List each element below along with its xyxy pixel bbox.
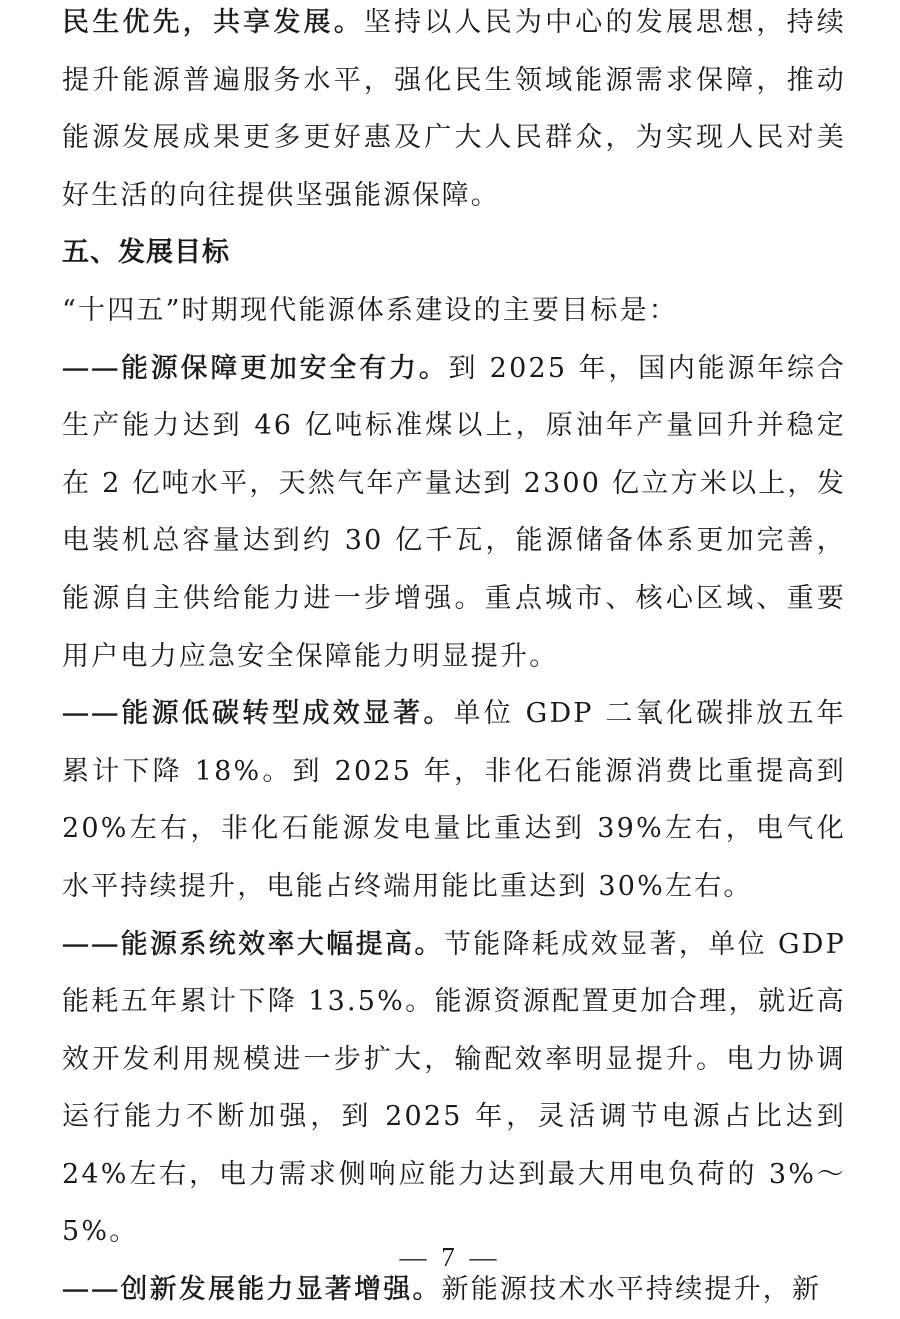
goal-efficiency [62,916,846,1262]
paragraph-body: 坚持以人民为中心的发展思想，持续提升能源普遍服务水平，强化民生领域能源需求保障，推动能源发展成果更多更好惠及广大人民群众，为实现人民对美好生活的向往提供坚强能源保障。 [62,7,846,211]
goal-body: 新能源技术水平持续提升，新 [441,1274,822,1306]
goal-body: 到 2025 年，国内能源年综合生产能力达到 46 亿吨标准煤以上，原油年产量回升并稳定在 2 亿吨水平，天然气年产量达到 2300 亿立方米以上，发电装机总容量达到约 30 亿千瓦，能源储备体系更加完善，能源自主供给能力进一步增强。重点城市、核心区域、重要用户电力应急安全保障能力明显提升。 [62,352,846,672]
section-heading: 五、发展目标 [62,237,230,269]
goal-body: 节能降耗成效显著，单位 GDP 能耗五年累计下降 13.5%。能源资源配置更加合理，就近高效开发利用规模进一步扩大，输配效率明显提升。电力协调运行能力不断加强，到 2025 年，灵活调节电源占比达到 24%左右，电力需求侧响应能力达到最大用电负荷的 3%～5%。 [62,928,846,1248]
goal-body: 单位 GDP 二氧化碳排放五年累计下降 18%。到 2025 年，非化石能源消费比重提高到 20%左右，非化石能源发电量比重达到 39%左右，电气化水平持续提升，电能占终端用能比重达到 30%左右。 [62,698,846,902]
goal-lead: ——能源低碳转型成效显著。 [62,698,454,730]
goal-energy-security [62,340,846,686]
goal-lead: ——能源系统效率大幅提高。 [62,928,444,960]
paragraph-people-first [62,0,846,224]
page-number: — 7 — [399,1242,501,1272]
goal-lead: ——创新发展能力显著增强。 [62,1274,442,1306]
goal-low-carbon [62,685,846,915]
section-intro: “十四五”时期现代能源体系建设的主要目标是： [62,294,679,326]
paragraph-lead: 民生优先，共享发展。 [62,7,364,38]
goal-lead: ——能源保障更加安全有力。 [62,352,449,384]
document-page [62,0,846,1319]
